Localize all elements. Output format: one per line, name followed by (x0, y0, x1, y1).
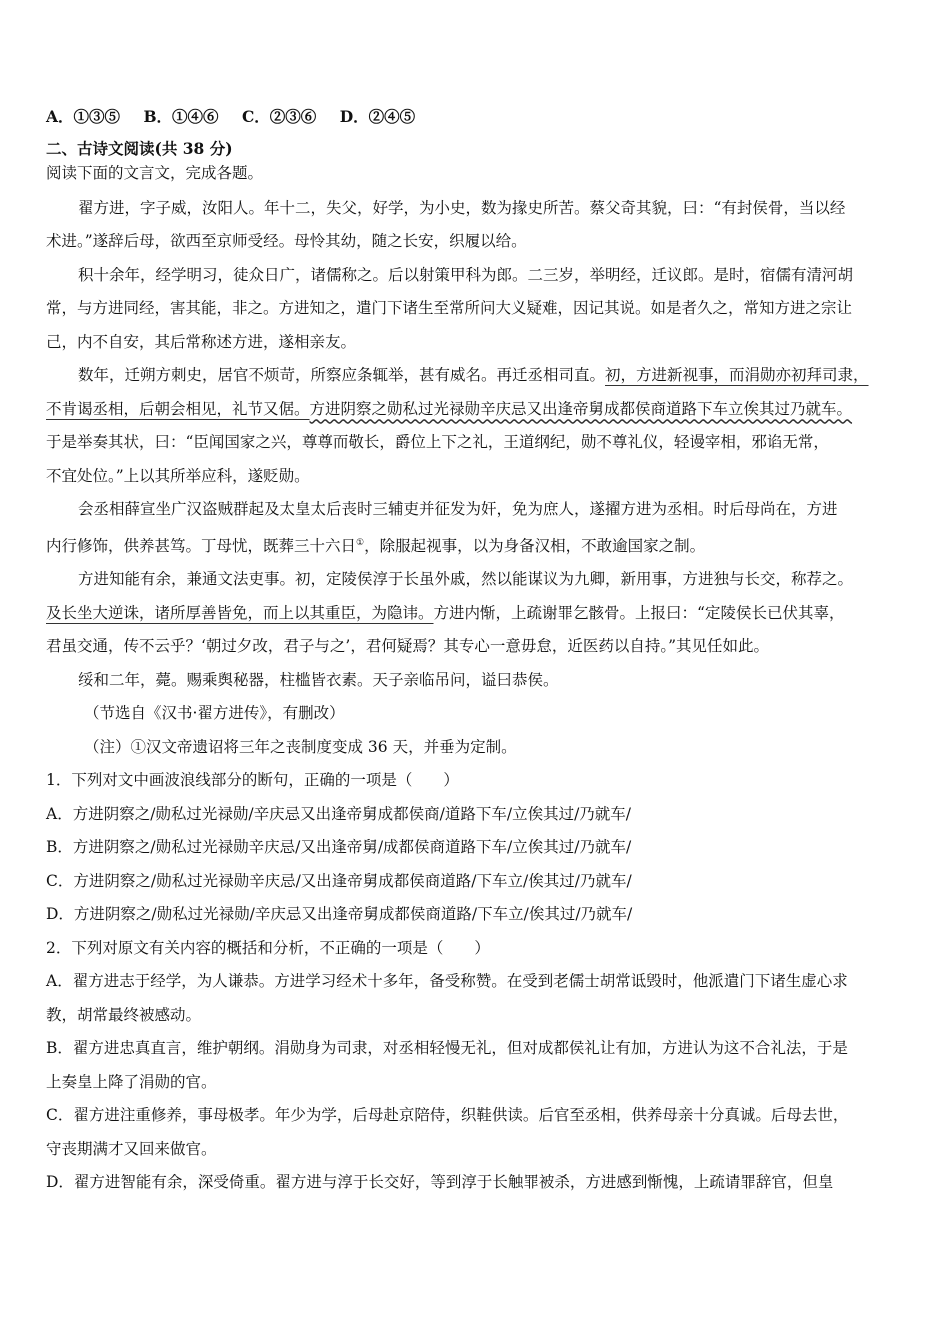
option-b[interactable] (46, 1032, 908, 1099)
option-line: D．翟方进智能有余，深受倚重。翟方进与淳于长交好，等到淳于长触罪被杀，方进感到惭愧，上疏请罪辞官，但皇 (46, 1173, 834, 1192)
option-c[interactable]: C．方进阴察之/勋私过光禄勋辛庆忌/又出逢帝舅成都侯商道路/下车立/俟其过/乃就车/ (46, 871, 632, 890)
choice-a[interactable]: A．①③⑤ (46, 107, 121, 126)
passage-text: 数年，迁朔方刺史，居官不烦苛，所察应条辄举，甚有威名。再迁丞相司直。 (78, 366, 606, 384)
underlined-sentence: 不肯谒丞相，后朝会相见，礼节又倨。 (46, 399, 310, 418)
choice-d[interactable]: D．②④⑤ (339, 107, 416, 126)
passage-line: 不宜处位。”上以其所举应科，遂贬勋。 (46, 466, 310, 485)
document-page (46, 100, 908, 1200)
question-2 (46, 932, 908, 1200)
option-line: C．翟方进注重修养，事母极孝。年少为学，后母赴京陪侍，织鞋供读。后官至丞相，供养母亲十分真诚。后母去世， (46, 1106, 849, 1125)
option-line: 教，胡常最终被感动。 (46, 1005, 202, 1024)
passage-line (46, 527, 908, 564)
option-line: B．翟方进忠真直言，维护朝纲。涓勋身为司隶，对丞相轻慢无礼，但对成都侯礼让有加，方进认为这不合礼法，于是 (46, 1039, 848, 1058)
passage-line: 于是举奏其状，曰：“臣闻国家之兴，尊尊而敬长，爵位上下之礼，王道纲纪，勋不尊礼仪，轻谩宰相，邪谄无常， (46, 433, 829, 451)
passage-line: 术进。”遂辞后母，欲西至京师受经。母怜其幼，随之长安，织履以给。 (46, 232, 527, 250)
footnote-marker: ① (356, 537, 365, 548)
underlined-sentence: 初，方进新视事，而涓勋亦初拜司隶， (605, 366, 869, 384)
option-a[interactable]: A．方进阴察之/勋私过光禄勋/辛庆忌又出逢帝舅成都侯商/道路下车/立俟其过/乃就车/ (46, 804, 632, 823)
passage-line: 绥和二年，薨。赐乘舆秘器，柱槛皆衣素。天子亲临吊问，谥曰恭侯。 (78, 670, 559, 689)
passage-source: （节选自《汉书·翟方进传》，有删改） (84, 704, 345, 723)
option-c[interactable] (46, 1099, 908, 1166)
passage-line: 翟方进，字子威，汝阳人。年十二，失父，好学，为小史，数为掾史所苦。蔡父奇其貌，曰：“有封侯骨，当以经 (78, 198, 846, 217)
passage-line (46, 597, 908, 631)
passage-line: 积十余年，经学明习，徒众日广，诸儒称之。后以射策甲科为郎。二三岁，举明经，迁议郎。是时，宿儒有清河胡 (78, 265, 854, 284)
passage-line: 君虽交通，传不云乎？‘朝过夕改，君子与之’，君何疑焉？其专心一意毋怠，近医药以自持。”其见任如此。 (46, 637, 770, 656)
passage-line: 方进知能有余，兼通文法吏事。初，定陵侯淳于长虽外戚，然以能谋议为九卿，新用事，方进独与长交，称荐之。 (78, 570, 854, 589)
choice-b[interactable]: B．①④⑥ (143, 107, 219, 126)
passage-line (46, 393, 908, 427)
option-b[interactable]: B．方进阴察之/勋私过光禄勋辛庆忌/又出逢帝舅/成都侯商道路下车/立俟其过/乃就车/ (46, 838, 632, 857)
underlined-sentence: 及长坐大逆诛，诸所厚善皆免，而上以其重臣，为隐讳。 (46, 603, 434, 622)
classical-passage (46, 192, 908, 765)
option-line: A．翟方进志于经学，为人谦恭。方进学习经术十多年，备受称赞。在受到老儒士胡常诋毁时，他派遣门下诸生虚心求 (46, 972, 848, 991)
option-d[interactable] (46, 1166, 908, 1200)
passage-text: 内行修饰，供养甚笃。丁母忧，既葬三十六日 (46, 536, 357, 555)
passage-line: 常，与方进同经，害其能，非之。方进知之，遣门下诸生至常所问大义疑难，因记其说。如是者久之，常知方进之宗让 (46, 299, 853, 317)
section-title: 二、古诗文阅读(共 38 分) (46, 138, 233, 158)
passage-text: ，除服起视事，以为身备汉相，不敢逾国家之制。 (364, 536, 706, 555)
previous-answer-choices (46, 100, 908, 134)
option-a[interactable] (46, 965, 908, 1032)
section-instruction: 阅读下面的文言文，完成各题。 (46, 163, 264, 182)
question-stem: 1．下列对文中画波浪线部分的断句，正确的一项是（ ） (46, 771, 459, 790)
passage-line: 会丞相薛宣坐广汉盗贼群起及太皇太后丧时三辅吏并征发为奸，免为庶人，遂擢方进为丞相。时后母尚在，方进 (78, 500, 838, 518)
choice-c[interactable]: C．②③⑥ (241, 107, 317, 126)
passage-text: 方进内惭，上疏谢罪乞骸骨。上报曰：“定陵侯长已伏其辜， (433, 603, 845, 622)
question-1 (46, 764, 908, 932)
option-d[interactable]: D．方进阴察之/勋私过光禄勋/辛庆忌又出逢帝舅成都侯商道路/下车立/俟其过/乃就车/ (46, 905, 633, 924)
footnote: （注）①汉文帝遗诏将三年之丧制度变成 36 天，并垂为定制。 (84, 737, 517, 756)
wavy-underlined-sentence: 方进阴察之勋私过光禄勋辛庆忌又出逢帝舅成都侯商道路下车立俟其过乃就车。 (309, 399, 853, 418)
option-line: 上奏皇上降了涓勋的官。 (46, 1072, 217, 1091)
passage-line (46, 359, 908, 393)
option-line: 守丧期满才又回来做官。 (46, 1139, 217, 1158)
question-stem: 2．下列对原文有关内容的概括和分析，不正确的一项是（ ） (46, 938, 490, 957)
passage-line: 己，内不自安，其后常称述方进，遂相亲友。 (46, 332, 357, 351)
